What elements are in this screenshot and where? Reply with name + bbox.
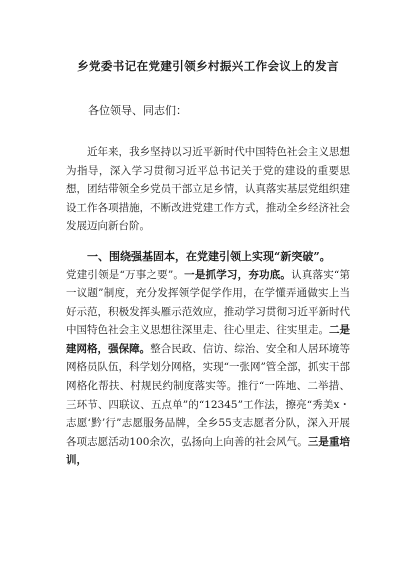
section-1-point-3-heading: 三是重培训， xyxy=(66,435,351,467)
section-1-text: 认真落实“第一议题”制度，充分发挥领学促学作用，在学懂弄通做实上当好示范，积极发挥头雁示范效应，推动学习贯彻习近平新时代中国特色社会主义思想往深里走、往心里走、往实里走。 xyxy=(66,268,350,337)
section-1-point-1-heading: 一是抓学习，夯功底。 xyxy=(184,268,292,281)
section-1-text: 党建引领是“万事之要”。 xyxy=(66,268,185,281)
section-1-heading: 一、围绕强基固本，在党建引领上实现“新突破”。 xyxy=(87,249,331,263)
section-1-point-2-heading: 二是建网格，强保障。 xyxy=(66,324,351,355)
intro-paragraph: 近年来，我乡坚持以习近平新时代中国特色社会主义思想为指导，深入学习贯彻习近平总书记关于党的建设的重要思想，团结带领全乡党员干部立足乡情，认真落实基层党组织建设工作各项措施，不断改进党建工作方式，推动全乡经济社会发展迈向新台阶。 xyxy=(66,146,350,232)
section-1-body xyxy=(66,266,350,471)
document-title: 乡党委书记在党建引领乡村振兴工作会议上的发言 xyxy=(77,59,339,73)
section-1-text: 整合民政、信访、综治、安全和人居环境等网格员队伍，科学划分网格，实现“一张网”管全部，抓实干部网格化帮扶、村规民约制度落实等。推行“一阵地、二举措、三环节、四联议、五点单”的“12345”工作法，擦亮“秀美x・志愿‘黔’行”志愿服务品牌，全乡55支志愿者分队，深入开展各项志愿活动100余次，弘扬向上向善的社会风气。 xyxy=(66,342,351,448)
salutation: 各位领导、同志们： xyxy=(88,104,187,117)
